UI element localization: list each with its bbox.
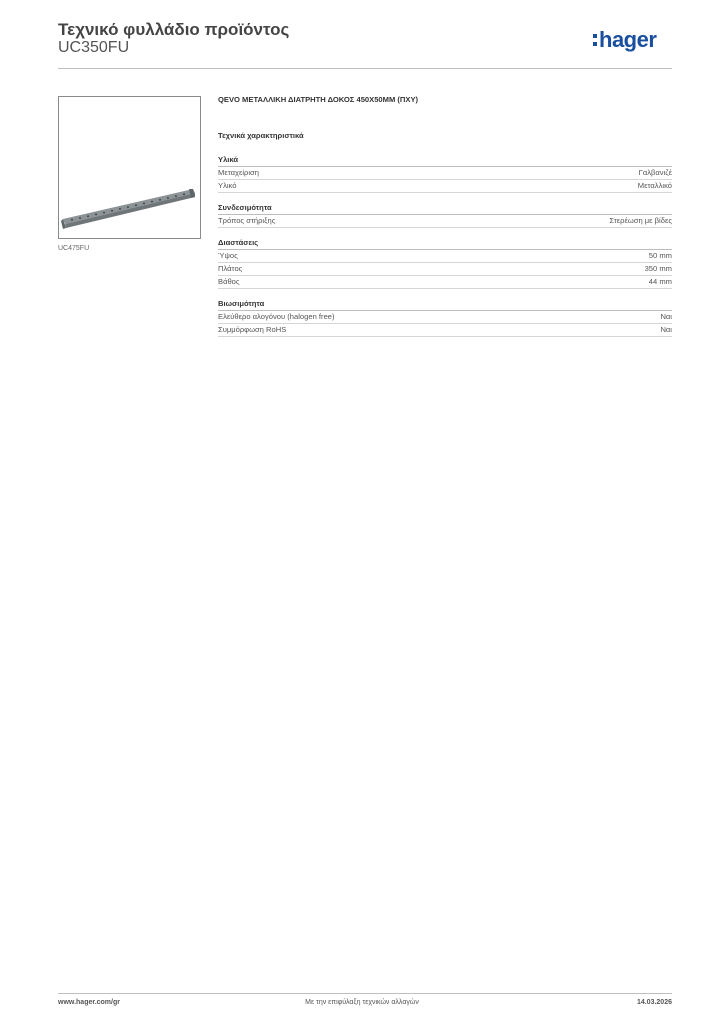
spec-row: [218, 324, 672, 337]
spec-value: 50 mm: [648, 251, 672, 260]
product-name: QEVO ΜΕΤΑΛΛΙΚΗ ΔΙΑΤΡΗΤΗ ΔΟΚΟΣ 450X50MM (ΠΧΥ): [218, 95, 419, 104]
spec-value: Ναι: [660, 312, 672, 321]
spec-row: [218, 276, 672, 289]
spec-label: Ελεύθερο αλογόνου (halogen free): [218, 312, 335, 321]
spec-row: [218, 180, 672, 193]
spec-group-title: Βιωσιμότητα: [218, 299, 672, 311]
spec-row: [218, 311, 672, 324]
spec-value: Μεταλλικό: [637, 181, 672, 190]
spec-row: [218, 215, 672, 228]
spec-group-sustainability: [218, 299, 672, 337]
footer-website-link[interactable]: www.hager.com/gr: [58, 999, 120, 1006]
hager-logo: [593, 28, 675, 56]
spec-label: Υλικό: [218, 181, 237, 190]
spec-value: Ναι: [660, 325, 672, 334]
spec-value: Γαλβανιζέ: [638, 168, 672, 177]
footer-disclaimer: Με την επιφύλαξη τεχνικών αλλαγών: [305, 999, 419, 1006]
spec-group-title: Συνδεσιμότητα: [218, 203, 672, 215]
spec-row: [218, 167, 672, 180]
spec-group-connectivity: [218, 203, 672, 228]
spec-row: [218, 250, 672, 263]
document-title: Τεχνικό φυλλάδιο προϊόντος: [58, 20, 290, 39]
spec-label: Μεταχείριση: [218, 168, 259, 177]
spec-label: Ύψος: [218, 251, 238, 260]
product-image: [58, 96, 201, 239]
spec-group-materials: [218, 155, 672, 193]
spec-row: [218, 263, 672, 276]
spec-group-dimensions: [218, 238, 672, 289]
header-divider: [58, 68, 672, 69]
image-caption: UC475FU: [58, 245, 90, 252]
spec-value: 44 mm: [648, 277, 672, 286]
product-code: UC350FU: [58, 39, 130, 56]
spec-group-title: Διαστάσεις: [218, 238, 672, 250]
spec-value: 350 mm: [644, 264, 672, 273]
spec-label: Συμμόρφωση RoHS: [218, 325, 287, 334]
specs-section-title: Τεχνικά χαρακτηριστικά: [218, 131, 304, 140]
spec-label: Πλάτος: [218, 264, 243, 273]
product-specs: [218, 95, 672, 347]
spec-label: Τρόπος στήριξης: [218, 216, 276, 225]
footer-divider: [58, 993, 672, 994]
spec-value: Στερέωση με βίδες: [609, 216, 672, 225]
footer-date: 14.03.2026: [636, 999, 672, 1006]
svg-text:hager: hager: [599, 28, 657, 52]
spec-label: Βάθος: [218, 277, 240, 286]
spec-group-title: Υλικά: [218, 155, 672, 167]
